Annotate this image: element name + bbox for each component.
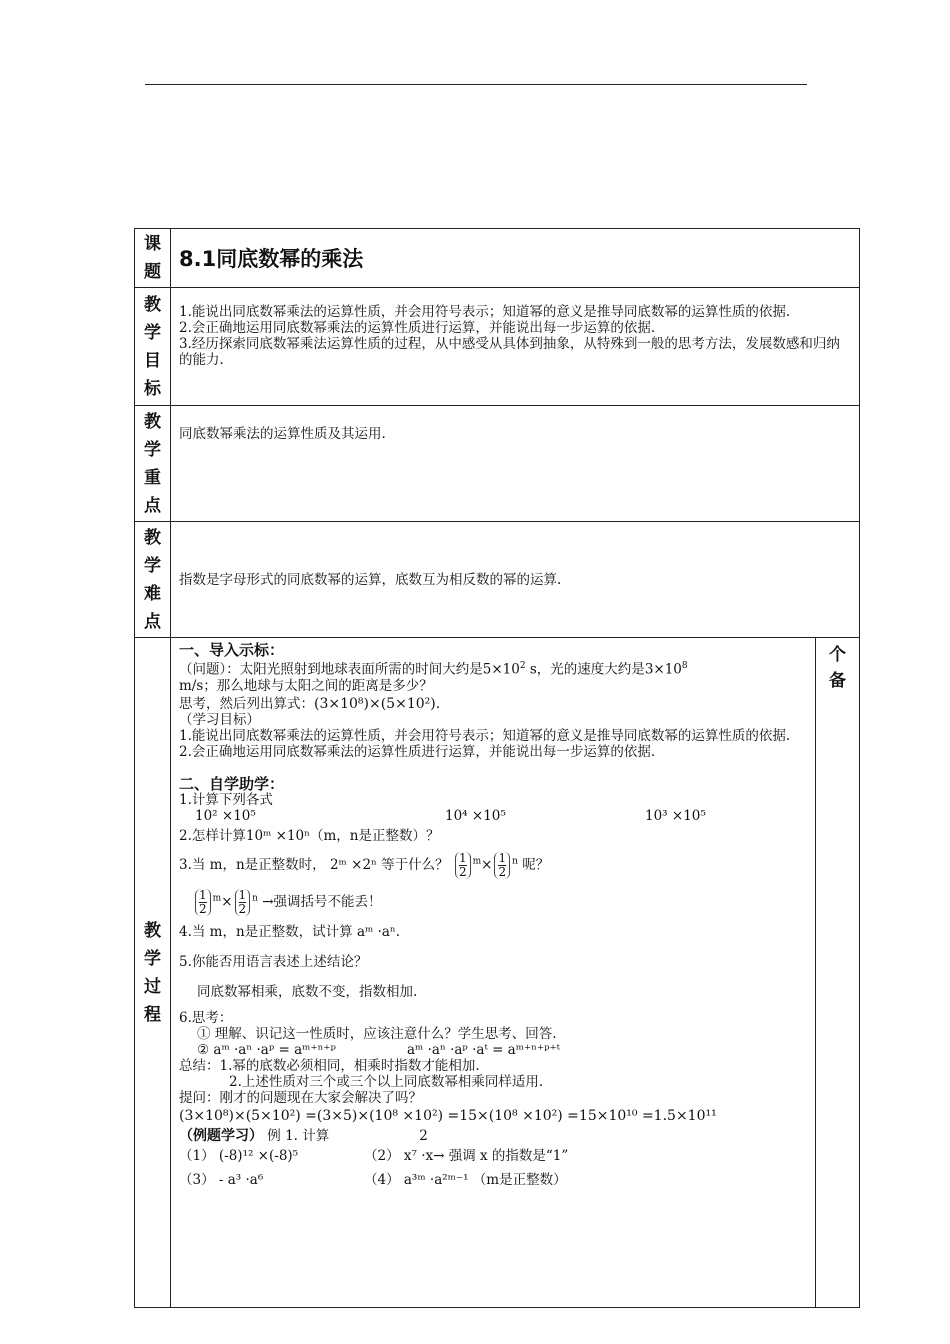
process-content	[171, 638, 816, 1308]
time-exponent: 2	[519, 661, 526, 671]
goal-item: 2.会正确地运用同底数幂乘法的运算性质进行运算，并能说出每一步运算的依据.	[179, 320, 656, 336]
example-row	[179, 1172, 807, 1188]
q3-note-line: $\frac{1}{2}$ $^m$× $\frac{1}{2}$ $^n$ →强调括号不能丢！	[179, 889, 807, 916]
label-char: 个	[828, 645, 846, 665]
focus-content: 同底数幂乘法的运算性质及其运用.	[171, 406, 860, 522]
frac-denominator: 2	[498, 864, 507, 879]
question-4: 4.当 m，n是正整数，试计算 aᵐ ·aⁿ.	[179, 923, 401, 940]
problem-text	[179, 658, 807, 678]
think-line	[179, 696, 807, 712]
frac-numerator: 1	[199, 887, 207, 902]
frac-denominator: 2	[458, 864, 467, 879]
section-heading: 一、导入示标：	[179, 641, 285, 659]
label-char: 目	[144, 350, 161, 371]
label-char: 教	[144, 411, 161, 432]
fraction-half	[195, 889, 211, 916]
example-item: （2） x⁷ ·x→ 强调 x 的指数是“1”	[364, 1147, 569, 1164]
speed-exponent: 8	[681, 661, 688, 671]
frac-denominator: 2	[238, 901, 247, 916]
question-6-item: ① 理解、识记这一性质时，应该注意什么？学生思考、回答.	[197, 1025, 557, 1042]
summary-1: 总结：1.幂的底数必须相同，相乘时指数才能相加.	[179, 1057, 480, 1074]
example-title: 例 1. 计算	[267, 1127, 330, 1144]
personal-note-column	[815, 638, 859, 1308]
label-char: 课	[144, 234, 161, 254]
header-rule	[145, 84, 807, 85]
summary-2: 2.上述性质对三个或三个以上同底数幂相乘同样适用.	[229, 1073, 544, 1090]
think-text: 思考，然后列出算式：	[179, 695, 314, 712]
solution-calc: (3×10⁸)×(5×10²) =(3×5)×(10⁸ ×10²) =15×(10⁸ ×10²) =15×10¹⁰ =1.5×10¹¹	[179, 1107, 717, 1124]
label-char: 题	[144, 262, 161, 282]
q3-text: 等于什么？	[381, 856, 449, 873]
expr: 10⁴ ×10⁵	[445, 807, 506, 824]
difficulty-content: 指数是字母形式的同底数幂的运算，底数互为相反数的幂的运算.	[171, 522, 860, 638]
example-label: （例题学习）	[179, 1127, 263, 1144]
goals-content	[171, 288, 860, 406]
q3-note: →强调括号不能丢！	[262, 893, 382, 910]
fraction-half	[494, 852, 510, 879]
think-expression: (3×10⁸)×(5×10²).	[314, 695, 441, 712]
difficulty-row	[135, 522, 860, 638]
question-5: 5.你能否用语言表述上述结论？	[179, 953, 368, 970]
problem-part: s，光的速度大约是	[525, 661, 645, 678]
goal-item: 2.会正确地运用同底数幂乘法的运算性质进行运算，并能说出每一步运算的依据.	[179, 743, 656, 760]
time-value: 5×10	[482, 661, 520, 678]
expr: aᵐ ·aⁿ ·aᵖ ·aᵗ = aᵐ⁺ⁿ⁺ᵖ⁺ᵗ	[407, 1041, 560, 1058]
label-char: 程	[144, 1004, 161, 1025]
section-heading: 二、自学助学：	[179, 774, 285, 793]
label-char: 过	[144, 976, 161, 997]
label-char: 点	[144, 495, 161, 516]
goals-row	[135, 288, 860, 406]
problem-text: m/s；那么地球与太阳之间的距离是多少？	[179, 677, 433, 694]
frac-denominator: 2	[199, 901, 207, 916]
label-char: 点	[144, 611, 161, 632]
label-char: 学	[144, 555, 161, 576]
fraction-half	[235, 889, 251, 916]
focus-label	[135, 406, 171, 522]
frac-numerator: 1	[458, 850, 467, 865]
lesson-plan-table	[134, 228, 860, 1308]
example-item: （4） a³ᵐ ·a²ᵐ⁻¹ （m是正整数）	[364, 1171, 567, 1188]
example-row	[179, 1148, 807, 1164]
question-6-item	[179, 1042, 807, 1058]
topic-row	[135, 229, 860, 288]
speed-value: 3×10	[644, 661, 682, 678]
label-char: 教	[144, 920, 161, 941]
expr: 10² ×10⁵	[195, 807, 256, 824]
expr: ② aᵐ ·aⁿ ·aᵖ = aᵐ⁺ⁿ⁺ᵖ	[197, 1041, 336, 1058]
label-char: 学	[144, 948, 161, 969]
q3-expression: 2ᵐ ×2ⁿ	[329, 856, 377, 873]
focus-row	[135, 406, 860, 522]
example-heading	[179, 1128, 807, 1144]
process-label	[135, 638, 171, 1308]
label-char: 备	[828, 671, 846, 691]
topic-label	[135, 229, 171, 288]
example-item: （1） (-8)¹² ×(-8)⁵	[179, 1147, 299, 1164]
process-row	[135, 638, 860, 1308]
label-char: 学	[144, 439, 161, 460]
label-char: 教	[144, 527, 161, 548]
question-5-answer: 同底数幂相乘，底数不变，指数相加.	[197, 983, 418, 1000]
goal-item: 1.能说出同底数幂乘法的运算性质，并会用符号表示；知道幂的意义是推导同底数幂的运算性质的依据.	[179, 727, 791, 744]
question-1-items	[179, 808, 807, 824]
label-char: 难	[144, 583, 161, 604]
goal-label: （学习目标）	[179, 711, 260, 728]
question-1: 1.计算下列各式	[179, 791, 273, 808]
lesson-title: 8.1同底数幂的乘法	[171, 229, 860, 288]
expr: 10³ ×10⁵	[645, 807, 706, 824]
label-char: 标	[144, 378, 161, 399]
label-char: 学	[144, 322, 161, 343]
goals-label	[135, 288, 171, 406]
example-mark: 2	[419, 1127, 428, 1144]
fraction-half	[455, 852, 471, 879]
example-item: （3） - a³ ·a⁶	[179, 1171, 264, 1188]
label-char: 教	[144, 294, 161, 315]
problem-part: （问题）：太阳光照射到地球表面所需的时间大约是	[179, 661, 483, 678]
goal-item: 1.能说出同底数幂乘法的运算性质，并会用符号表示；知道幂的意义是推导同底数幂的运算性质的依据.	[179, 304, 791, 320]
frac-numerator: 1	[238, 887, 247, 902]
q3-text: 呢？	[522, 856, 550, 873]
frac-numerator: 1	[498, 850, 507, 865]
difficulty-label	[135, 522, 171, 638]
question-6: 6.思考：	[179, 1009, 233, 1026]
question-ask: 提问：刚才的问题现在大家会解决了吗？	[179, 1089, 422, 1106]
question-2: 2.怎样计算10ᵐ ×10ⁿ（m，n是正整数）？	[179, 827, 440, 844]
goal-item: 3.经历探索同底数幂乘法运算性质的过程，从中感受从具体到抽象，从特殊到一般的思考方法，发展数感和归纳的能力.	[179, 336, 840, 368]
label-char: 重	[144, 467, 161, 488]
question-3: 3.当 m，n是正整数时， 2ᵐ ×2ⁿ 等于什么？ $\frac{1}{2}$ $^m$× $\frac{1}{2}$ $^n$ 呢？	[179, 850, 550, 879]
q3-text: 3.当 m，n是正整数时，	[179, 856, 326, 873]
